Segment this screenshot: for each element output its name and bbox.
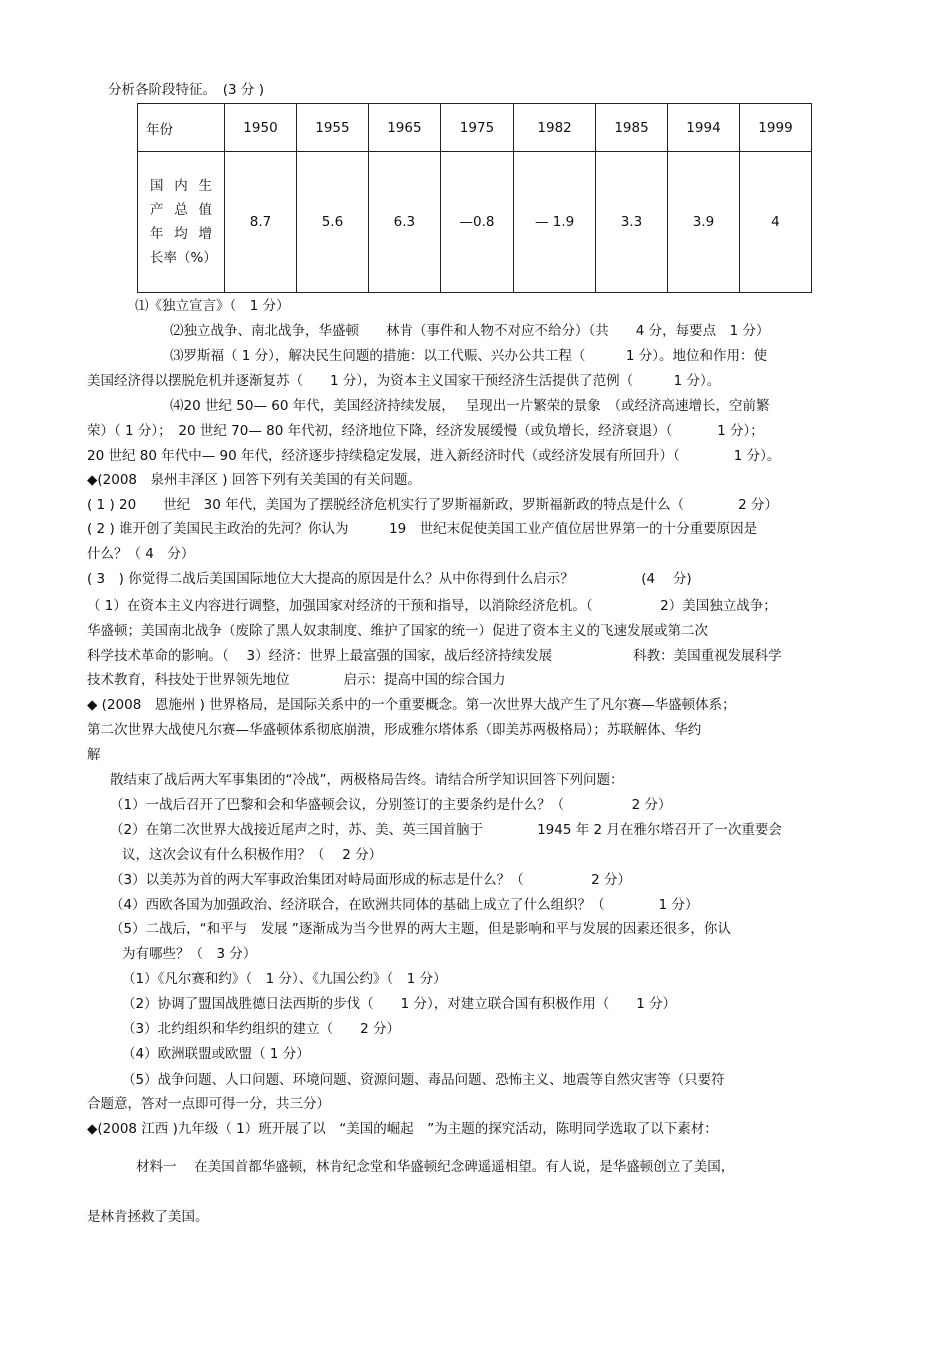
intro-text: 分析各阶段特征。 (3 分 ) bbox=[108, 82, 264, 98]
table-row-values bbox=[138, 152, 812, 293]
question-title: ◆(2008 泉州丰泽区 ) 回答下列有关美国的有关问题。 bbox=[87, 472, 421, 488]
table-cell-value: 5.6 bbox=[296, 152, 368, 293]
answer-line: 科学技术革命的影响。（ 3）经济：世界上最富强的国家，战后经济持续发展 科教：美国重视发展科学 bbox=[87, 648, 782, 664]
question-item: （5）二战后，“和平与 发展 ”逐渐成为当今世界的两大主题，但是影响和平与发展的因素还很多，你认 bbox=[110, 921, 731, 937]
question-title: ◆(2008 江西 )九年级（ 1）班开展了以 “美国的崛起 ”为主题的探究活动，陈明同学选取了以下素材： bbox=[87, 1121, 718, 1137]
gdp-growth-table bbox=[137, 103, 812, 293]
question-item: ( 2 ) 谁开创了美国民主政治的先河？你认为 19 世纪末促使美国工业产值位居世界第一的十分重要原因是 bbox=[87, 521, 758, 537]
question-item: 什么？（ 4 分） bbox=[87, 546, 195, 562]
table-cell-value: 8.7 bbox=[225, 152, 297, 293]
answer-line: （4）欧洲联盟或欧盟（ 1 分） bbox=[122, 1046, 310, 1062]
question-text: 第二次世界大战使凡尔赛—华盛顿体系彻底崩溃，形成雅尔塔体系（即美苏两极格局）；苏联解体、华约 bbox=[87, 722, 702, 738]
table-cell-year: 1982 bbox=[514, 104, 596, 152]
answer-line: 荣）（ 1 分）； 20 世纪 70— 80 年代初，经济地位下降，经济发展缓慢（或负增长，经济衰退）（ 1 分）； bbox=[87, 423, 764, 439]
answer-line: 美国经济得以摆脱危机并逐渐复苏（ 1 分），为资本主义国家干预经济生活提供了范例（ 1 分）。 bbox=[87, 373, 721, 389]
table-cell-year: 1999 bbox=[739, 104, 811, 152]
question-title: ◆ (2008 恩施州 ) 世界格局，是国际关系中的一个重要概念。第一次世界大战产生了凡尔赛—华盛顿体系； bbox=[87, 697, 736, 713]
answer-line: （3）北约组织和华约组织的建立（ 2 分） bbox=[122, 1021, 400, 1037]
answer-line: 技术教育，科技处于世界领先地位 启示：提高中国的综合国力 bbox=[87, 672, 506, 688]
answer-line: 20 世纪 80 年代中— 90 年代，经济逐步持续稳定发展，进入新经济时代（或经济发展有所回升）（ 1 分）。 bbox=[87, 448, 781, 464]
question-item: 为有哪些？（ 3 分） bbox=[122, 946, 257, 962]
table-cell-value: 4 bbox=[739, 152, 811, 293]
table-cell-year: 1994 bbox=[668, 104, 740, 152]
table-cell-value: — 1.9 bbox=[514, 152, 596, 293]
question-item: 议，这次会议有什么积极作用？（ 2 分） bbox=[122, 847, 383, 863]
answer-line: （ 1）在资本主义内容进行调整，加强国家对经济的干预和指导，以消除经济危机。（ 2）美国独立战争； bbox=[87, 598, 777, 614]
question-item: （2）在第二次世界大战接近尾声之时，苏、美、英三国首脑于 1945 年 2 月在雅尔塔召开了一次重要会 bbox=[110, 822, 782, 838]
question-item: （3）以美苏为首的两大军事政治集团对峙局面形成的标志是什么？（ 2 分） bbox=[110, 872, 631, 888]
answer-line: ⑷20 世纪 50— 60 年代，美国经济持续发展， 呈现出一片繁荣的景象 （或经济高速增长，空前繁 bbox=[170, 398, 770, 414]
question-text: 解 bbox=[87, 747, 101, 763]
answer-line: （2）协调了盟国战胜德日法西斯的步伐（ 1 分），对建立联合国有积极作用（ 1 分） bbox=[122, 996, 677, 1012]
table-cell-year: 1965 bbox=[368, 104, 440, 152]
row-label-line: 国 内 生 bbox=[150, 178, 212, 194]
material-text: 是林肯拯救了美国。 bbox=[87, 1209, 209, 1225]
question-item: ( 3 ) 你觉得二战后美国国际地位大大提高的原因是什么？从中你得到什么启示？ (4 分) bbox=[87, 571, 692, 587]
table-cell-value: 6.3 bbox=[368, 152, 440, 293]
answer-line: 华盛顿；美国南北战争（废除了黑人奴隶制度、维护了国家的统一）促进了资本主义的飞速发展或第二次 bbox=[87, 623, 708, 639]
answer-line: ⑴《独立宣言》（ 1 分） bbox=[135, 298, 290, 314]
row-label-line: 产 总 值 bbox=[150, 202, 212, 218]
table-row-years bbox=[138, 104, 812, 152]
table-cell-value: —0.8 bbox=[440, 152, 513, 293]
table-cell-value: 3.3 bbox=[596, 152, 668, 293]
answer-line: ⑵独立战争、南北战争，华盛顿 林肯（事件和人物不对应不给分）（共 4 分，每要点 1 分） bbox=[170, 323, 770, 339]
table-cell-value: 3.9 bbox=[668, 152, 740, 293]
material-text: 材料一 在美国首都华盛顿，林肯纪念堂和华盛顿纪念碑遥遥相望。有人说，是华盛顿创立了美国， bbox=[136, 1159, 735, 1175]
table-row-label bbox=[138, 152, 225, 293]
question-item: （1）一战后召开了巴黎和会和华盛顿会议，分别签订的主要条约是什么？（ 2 分） bbox=[110, 797, 672, 813]
table-cell-year: 1975 bbox=[440, 104, 513, 152]
table-cell-year: 1985 bbox=[596, 104, 668, 152]
row-label-line: 长率（%） bbox=[150, 250, 217, 266]
answer-line: 合题意，答对一点即可得一分，共三分） bbox=[87, 1096, 330, 1112]
answer-line: （1）《凡尔赛和约》（ 1 分）、《九国公约》（ 1 分） bbox=[122, 971, 447, 987]
table-cell-year: 1955 bbox=[296, 104, 368, 152]
table-cell-year: 1950 bbox=[225, 104, 297, 152]
question-item: （4）西欧各国为加强政治、经济联合，在欧洲共同体的基础上成立了什么组织？（ 1 分） bbox=[110, 897, 699, 913]
answer-line: （5）战争问题、人口问题、环境问题、资源问题、毒品问题、恐怖主义、地震等自然灾害等（只要符 bbox=[122, 1072, 725, 1088]
row-label-line: 年 均 增 bbox=[150, 226, 212, 242]
table-header-label: 年份 bbox=[138, 104, 225, 152]
question-text: 散结束了战后两大军事集团的“冷战”，两极格局告终。请结合所学知识回答下列问题： bbox=[110, 772, 624, 788]
question-item: ( 1 ) 20 世纪 30 年代，美国为了摆脱经济危机实行了罗斯福新政，罗斯福新政的特点是什么（ 2 分） bbox=[87, 497, 779, 513]
answer-line: ⑶罗斯福（ 1 分），解决民生问题的措施：以工代赈、兴办公共工程（ 1 分）。地位和作用：使 bbox=[170, 348, 768, 364]
